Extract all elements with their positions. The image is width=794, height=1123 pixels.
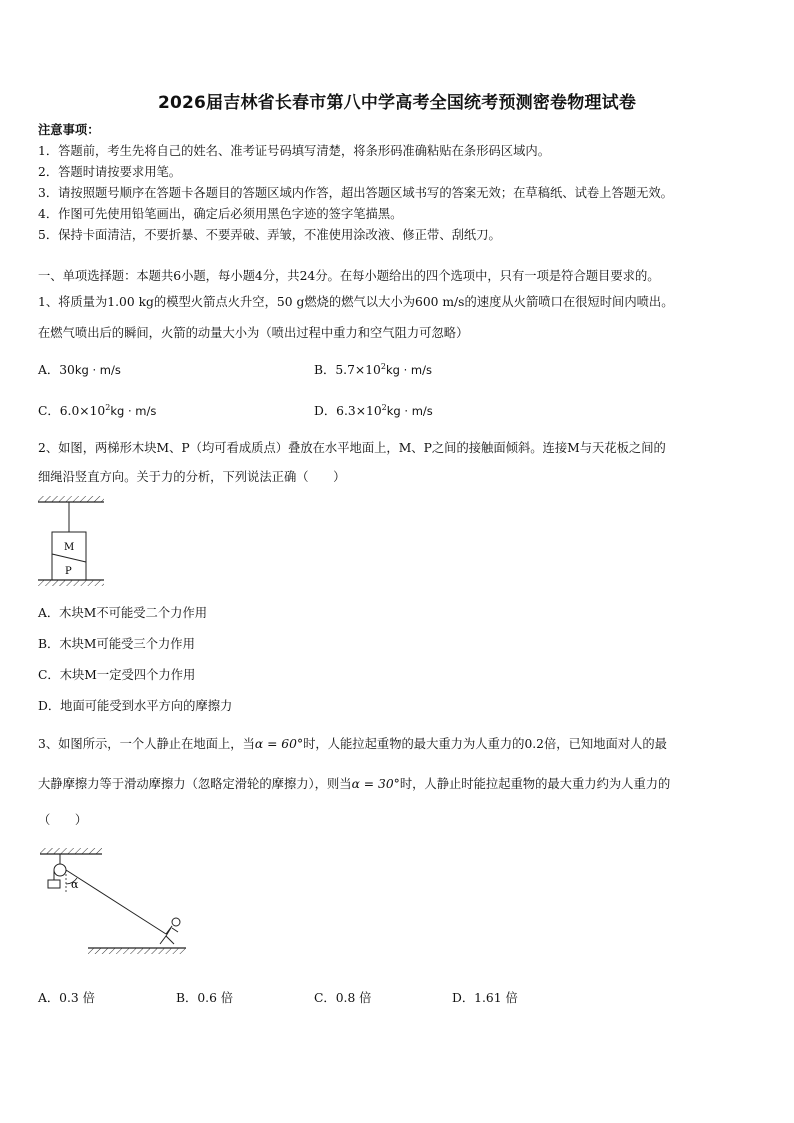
option-unit: kg · m/s [74,363,121,377]
page-title: 2026届吉林省长春市第八中学高考全国统考预测密卷物理试卷 [157,93,637,113]
label-alpha: α [71,878,79,891]
option-label: A． [38,363,60,377]
q3-option-d: D．1.61 倍 [452,991,518,1005]
q3-text: 时，人能拉起重物的最大重力为人重力的0.2倍，已知地面对人的最 [303,737,667,751]
q1-option-c [38,401,156,419]
option-exponent: 2 [380,361,386,371]
q3-figure-pulley [38,848,188,960]
q3-angle: α = 60° [254,737,304,751]
option-value: 6.0×10 [59,404,106,418]
q1-option-b [314,360,432,378]
option-value: 6.3×10 [336,404,382,418]
ground-hatch [38,580,104,586]
q3-option-b: B．0.6 倍 [176,991,234,1005]
q1-stem-line2: 在燃气喷出后的瞬间，火箭的动量大小为（喷出过程中重力和空气阻力可忽略） [38,326,469,340]
q2-figure-blocks [36,496,108,592]
ground-hatch [88,948,186,954]
q3-stem-line2 [38,774,670,792]
label-p: P [65,566,72,577]
q2-stem-line1: 2、如图，两梯形木块M、P（均可看成质点）叠放在水平地面上，M、P之间的接触面倾斜。连接M与天花板之间的 [38,441,666,455]
pulley [54,864,66,876]
q3-option-a: A．0.3 倍 [38,991,95,1005]
q2-option-c: C．木块M一定受四个力作用 [38,668,196,682]
option-unit: kg · m/s [385,363,432,377]
notice-item: 5．保持卡面清洁，不要折暴、不要弄破、弄皱，不准使用涂改液、修正带、刮纸刀。 [38,228,501,242]
option-value: 5.7×10 [335,363,381,377]
option-exponent: 2 [105,402,111,412]
pull-rope [66,870,166,934]
notice-item: 4．作图可先使用铅笔画出，确定后必须用黑色字迹的签字笔描黑。 [38,207,403,221]
q2-option-b: B．木块M可能受三个力作用 [38,637,195,651]
option-unit: kg · m/s [386,404,433,418]
notice-item: 3．请按照题号顺序在答题卡各题目的答题区域内作答，超出答题区域书写的答案无效；在草稿纸、试卷上答题无效。 [38,186,673,200]
q3-text: 大静摩擦力等于滑动摩擦力（忽略定滑轮的摩擦力），则当 [38,777,352,791]
q1-option-a [38,360,121,378]
q1-stem-line1: 1、将质量为1.00 kg的模型火箭点火升空，50 g燃烧的燃气以大小为600 m/s的速度从火箭喷口在很短时间内喷出。 [38,295,674,309]
notice-heading: 注意事项： [38,122,100,137]
ceiling-hatch [40,848,102,854]
q3-text: 时，人静止时能拉起重物的最大重力约为人重力的 [399,777,671,791]
section-heading: 一、单项选择题：本题共6小题，每小题4分，共24分。在每小题给出的四个选项中，只有一项是符合题目要求的。 [38,269,660,283]
option-exponent: 2 [381,402,387,412]
option-unit: kg · m/s [110,404,157,418]
q2-option-a: A．木块M不可能受二个力作用 [38,606,208,620]
q3-stem-line1 [38,734,667,752]
notice-item: 1．答题前，考生先将自己的姓名、准考证号码填写清楚，将条形码准确粘贴在条形码区域内。 [38,144,550,158]
option-label: B． [314,363,336,377]
option-value: 30 [59,363,75,377]
q2-stem-line2: 细绳沿竖直方向。关于力的分析，下列说法正确（ ） [38,470,346,484]
option-label: C． [38,404,60,418]
ceiling-hatch [38,496,104,502]
q3-text: 3、如图所示，一个人静止在地面上，当 [38,737,255,751]
label-m: M [64,542,75,553]
weight [48,880,60,888]
q3-option-c: C．0.8 倍 [314,991,372,1005]
q2-option-d: D．地面可能受到水平方向的摩擦力 [38,699,233,713]
q3-angle: α = 30° [351,777,400,791]
person [160,918,180,944]
notice-item: 2．答题时请按要求用笔。 [38,165,182,179]
option-label: D． [314,404,337,418]
q3-stem-line3: （ ） [38,813,88,827]
q1-option-d [314,401,433,419]
